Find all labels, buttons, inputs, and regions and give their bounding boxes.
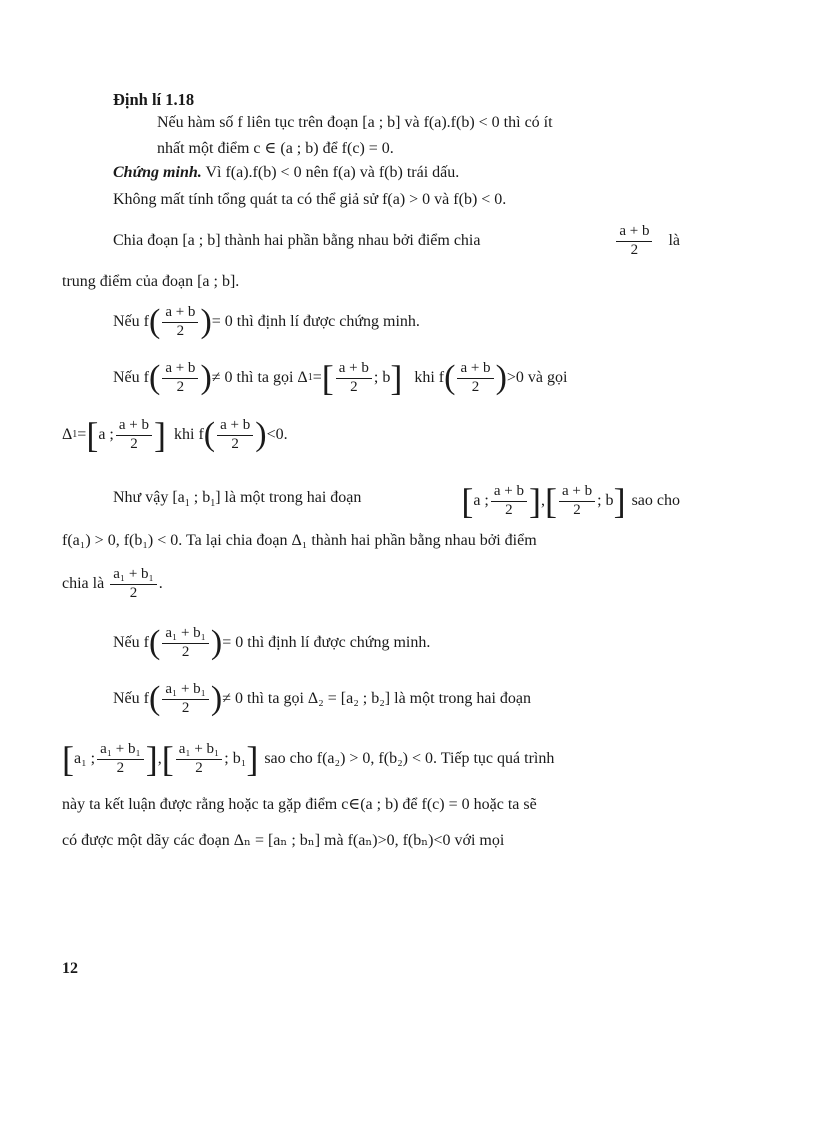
- delta1-left-definition: Δ 1 = [ a ; $\frac{a + b}{2}$ ] khi f ( $\frac{a + b}{2}$ ) <0.: [62, 415, 288, 455]
- case-midpoint-zero: Nếu f ( $\frac{a + b}{2}$ ) = 0 thì định lí được chứng minh.: [113, 303, 420, 340]
- proof-text-1: Vì f(a).f(b) < 0 nên f(a) và f(b) trái dấu.: [205, 164, 460, 181]
- proof-label: Chứng minh.: [113, 164, 202, 181]
- proof-line-fa1: f(a₁) > 0, f(b₁) < 0. Ta lại chia đoạn Δ₁ thành hai phần bằng nhau bởi điểm: [62, 532, 537, 549]
- theorem-line-1: Nếu hàm số f liên tục trên đoạn [a ; b] và f(a).f(b) < 0 thì có ít: [157, 114, 553, 131]
- proof-line-2: Không mất tính tổng quát ta có thể giả sử f(a) > 0 và f(b) < 0.: [113, 191, 507, 208]
- case-midpoint-nonzero: Nếu f ( $\frac{a + b}{2}$ ) ≠ 0 thì ta gọi Δ 1 = [ $\frac{a + b}{2}$ ; b ] khi f ( $\frac{a + b}{2}$ ) >0 và gọi: [113, 358, 568, 398]
- interval2-choice-line: [ a₁ ; $\frac{\text{a₁ + b₁}}{2}$ ] , [ $\frac{\text{a₁ + b₁}}{2}$ ; b₁ ] sao cho f(a₂) > 0, f(b₂) < 0. Tiếp tục quá trình: [62, 739, 555, 779]
- proof-line-nay: này ta kết luận được rằng hoặc ta gặp điểm c∈(a ; b) để f(c) = 0 hoặc ta sẽ: [62, 796, 537, 813]
- proof-line-1: [113, 163, 459, 183]
- interval-choice-line: Như vậy [$a_1$ ; $b_1$] là một trong hai đoạn [ a ; $\frac{a + b}{2}$ ] , [ $\frac{a + b}{2}$ ; b ] sao cho: [113, 481, 680, 521]
- midpoint-a1-b1-line: chia là $\frac{\text{a₁ + b₁}}{2}$ .: [62, 565, 163, 601]
- theorem-line-2: nhất một điểm c ∈ (a ; b) để f(c) = 0.: [157, 140, 394, 157]
- proof-line-3: Chia đoạn [a ; b] thành hai phần bằng nhau bởi điểm chia $\frac{a + b}{2}$ là: [113, 222, 680, 258]
- case2-midpoint-zero: Nếu f ( $\frac{\text{a₁ + b₁}}{2}$ ) = 0 thì định lí được chứng minh.: [113, 624, 431, 661]
- fraction-a-plus-b-over-2: $\frac{a + b}{2}$: [616, 224, 652, 259]
- proof-line-4: trung điểm của đoạn [a ; b].: [62, 273, 240, 290]
- page-number: 12: [62, 960, 78, 977]
- proof-text-3: Chia đoạn [a ; b] thành hai phần bằng nhau bởi điểm chia: [113, 232, 481, 249]
- theorem-heading: Định lí 1.18: [113, 90, 195, 109]
- case2-midpoint-nonzero: Nếu f ( $\frac{\text{a₁ + b₁}}{2}$ ) ≠ 0 thì ta gọi Δ₂ = [a₂ ; b₂] là một trong hai đoạn: [113, 680, 531, 717]
- proof-line-co: có được một dãy các đoạn Δₙ = [aₙ ; bₙ] mà f(aₙ)>0, f(bₙ)<0 với mọi: [62, 832, 505, 849]
